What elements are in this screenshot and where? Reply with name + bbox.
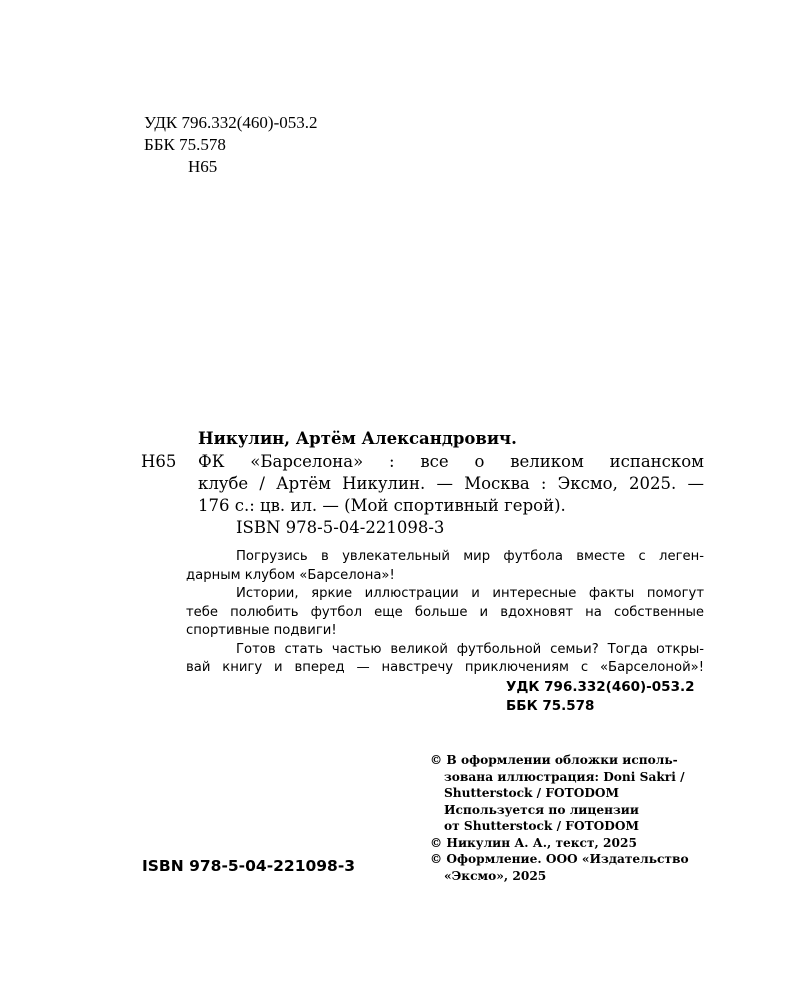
annotation-line: Погрузись в увлекательный мир футбола вместе с леген-	[236, 549, 704, 564]
card-author-mark: Н65	[141, 452, 177, 471]
copyright-block	[430, 752, 710, 884]
card-bibliographic-description	[198, 451, 704, 517]
annotation-line: спортивные подвиги!	[186, 623, 337, 638]
copyright-line: Используется по лицензии	[444, 802, 639, 817]
copyright-line: зована иллюстрация: Doni Sakri /	[444, 769, 685, 784]
card-publication-line: клубе / Артём Никулин. — Москва : Эксмо, 2025. —	[198, 474, 704, 493]
annotation-line: Истории, яркие иллюстрации и интересные факты помогут	[236, 586, 704, 601]
bottom-bbk-code: ББК 75.578	[506, 698, 595, 714]
copyright-line: «Эксмо», 2025	[444, 868, 547, 883]
annotation-line: тебе полюбить футбол еще больше и вдохновят на собственные	[186, 604, 704, 620]
copyright-line: © Оформление. ООО «Издательство	[430, 852, 689, 866]
annotation-line: вай книгу и вперед — навстречу приключениям с «Барселоной»!	[186, 660, 704, 675]
card-title-line: ФК «Барселона» : все о великом испанском	[198, 452, 704, 471]
top-udc-code: УДК 796.332(460)-053.2	[144, 113, 318, 132]
top-bbk-code: ББК 75.578	[144, 135, 226, 154]
copyright-line: Shutterstock / FOTODOM	[444, 786, 620, 800]
top-author-mark: Н65	[188, 157, 218, 176]
bottom-udc-code: УДК 796.332(460)-053.2	[506, 679, 695, 695]
copyright-line: © Никулин А. А., текст, 2025	[430, 835, 637, 850]
copyright-line: © В оформлении обложки исполь-	[430, 753, 678, 767]
card-isbn: ISBN 978-5-04-221098-3	[236, 518, 445, 537]
card-author-name: Никулин, Артём Александрович.	[198, 429, 517, 448]
top-classification-block	[144, 112, 318, 178]
card-extent-line: 176 с.: цв. ил. — (Мой спортивный герой).	[198, 496, 566, 515]
book-annotation	[186, 548, 704, 678]
annotation-line: дарным клубом «Барселона»!	[186, 567, 395, 583]
copyright-line: от Shutterstock / FOTODOM	[444, 819, 639, 833]
bottom-isbn: ISBN 978-5-04-221098-3	[142, 857, 356, 875]
annotation-line: Готов стать частью великой футбольной семьи? Тогда откры-	[236, 641, 704, 657]
bottom-classification-block	[506, 678, 694, 716]
